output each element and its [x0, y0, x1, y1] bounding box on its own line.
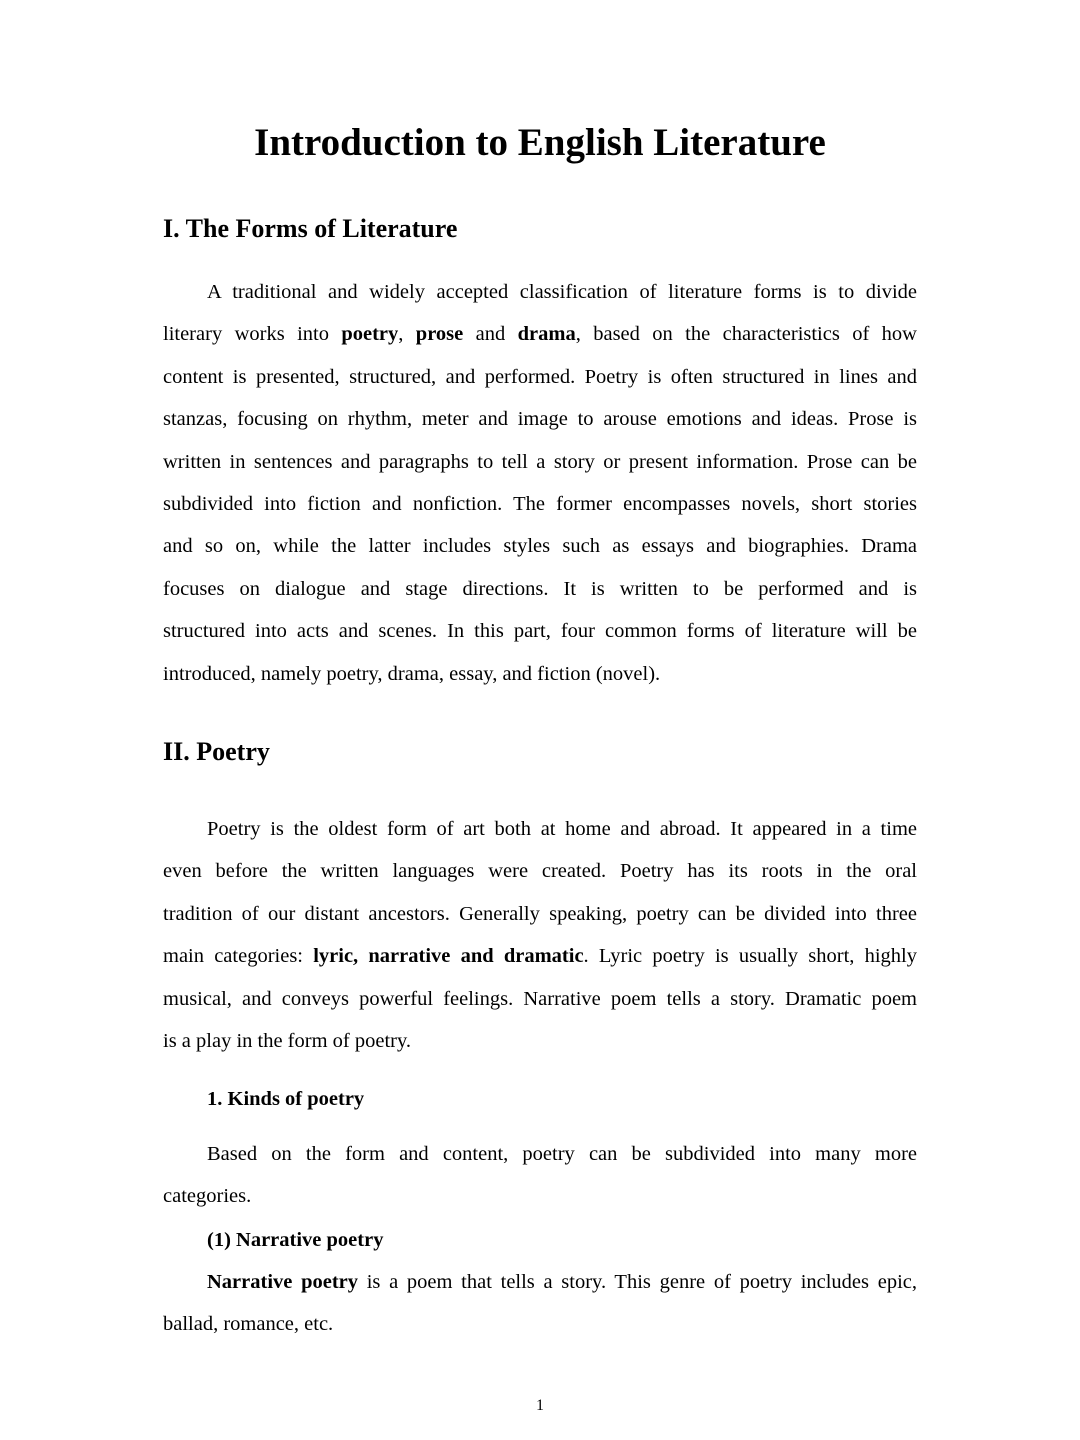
paragraph-line: [163, 942, 917, 970]
paragraph-line: [163, 1182, 917, 1210]
item-heading-narrative-poetry: (1) Narrative poetry: [207, 1229, 384, 1251]
paragraph-line: [207, 1140, 917, 1168]
bold-term: Narrative poetry: [207, 1271, 359, 1293]
text-run: is a poem that tells a story. This genre of poetry includes epic,: [358, 1271, 917, 1293]
paragraph-line: [207, 278, 917, 306]
text-run: , based on the characteristics of how: [575, 323, 917, 346]
paragraph-line: [207, 1268, 917, 1296]
subsection-heading-kinds-of-poetry: 1. Kinds of poetry: [207, 1088, 365, 1110]
text-run: introduced, namely poetry, drama, essay, and fiction (novel).: [163, 662, 661, 685]
paragraph-line: [163, 617, 917, 645]
text-run: A traditional and widely accepted classification of literature forms is to divide: [207, 281, 917, 303]
paragraph-line: [163, 660, 917, 688]
paragraph-line: [163, 363, 917, 391]
paragraph-line: [163, 405, 917, 433]
text-run: and: [463, 323, 518, 346]
text-run: ,: [398, 323, 416, 346]
paragraph-line: [163, 900, 917, 928]
paragraph-line: [163, 448, 917, 476]
text-run: Poetry is the oldest form of art both at home and abroad. It appeared in a time: [207, 818, 917, 840]
text-run: structured into acts and scenes. In this part, four common forms of literature will be: [163, 620, 917, 643]
text-run: ballad, romance, etc.: [163, 1313, 334, 1336]
paragraph-line: [163, 1027, 917, 1055]
paragraph-line: [207, 815, 917, 843]
section-heading-forms-of-literature: I. The Forms of Literature: [163, 214, 458, 243]
text-run: stanzas, focusing on rhythm, meter and image to arouse emotions and ideas. Prose is: [163, 408, 917, 431]
text-run: even before the written languages were created. Poetry has its roots in the oral: [163, 860, 917, 883]
text-run: literary works into: [163, 323, 342, 346]
bold-term: poetry: [341, 323, 399, 346]
text-run: Based on the form and content, poetry can be subdivided into many more: [207, 1143, 917, 1165]
text-run: categories.: [163, 1185, 252, 1208]
bold-term: lyric, narrative and dramatic: [313, 945, 584, 968]
paragraph-line: [163, 532, 917, 560]
bold-term: drama: [517, 323, 576, 346]
text-run: written in sentences and paragraphs to tell a story or present information. Prose can be: [163, 450, 917, 473]
text-run: musical, and conveys powerful feelings. Narrative poem tells a story. Dramatic poem: [163, 987, 917, 1010]
text-run: . Lyric poetry is usually short, highly: [583, 945, 917, 968]
paragraph-line: [163, 985, 917, 1013]
paragraph-line: [163, 1310, 917, 1338]
text-run: and so on, while the latter includes styles such as essays and biographies. Drama: [163, 535, 917, 558]
bold-term: prose: [415, 323, 464, 346]
document-title: Introduction to English Literature: [254, 121, 826, 164]
section-heading-poetry: II. Poetry: [163, 737, 270, 766]
text-run: subdivided into fiction and nonfiction. The former encompasses novels, short stories: [163, 493, 917, 515]
text-run: is a play in the form of poetry.: [163, 1030, 412, 1052]
paragraph-line: [163, 857, 917, 885]
text-run: tradition of our distant ancestors. Generally speaking, poetry can be divided into three: [163, 902, 917, 925]
text-run: main categories:: [163, 945, 314, 968]
paragraph-line: [163, 490, 917, 518]
paragraph-line: [163, 575, 917, 603]
text-run: content is presented, structured, and performed. Poetry is often structured in lines and: [163, 365, 917, 388]
paragraph-line: [163, 320, 917, 348]
text-run: focuses on dialogue and stage directions. It is written to be performed and is: [163, 577, 917, 600]
page-number: 1: [536, 1397, 544, 1414]
